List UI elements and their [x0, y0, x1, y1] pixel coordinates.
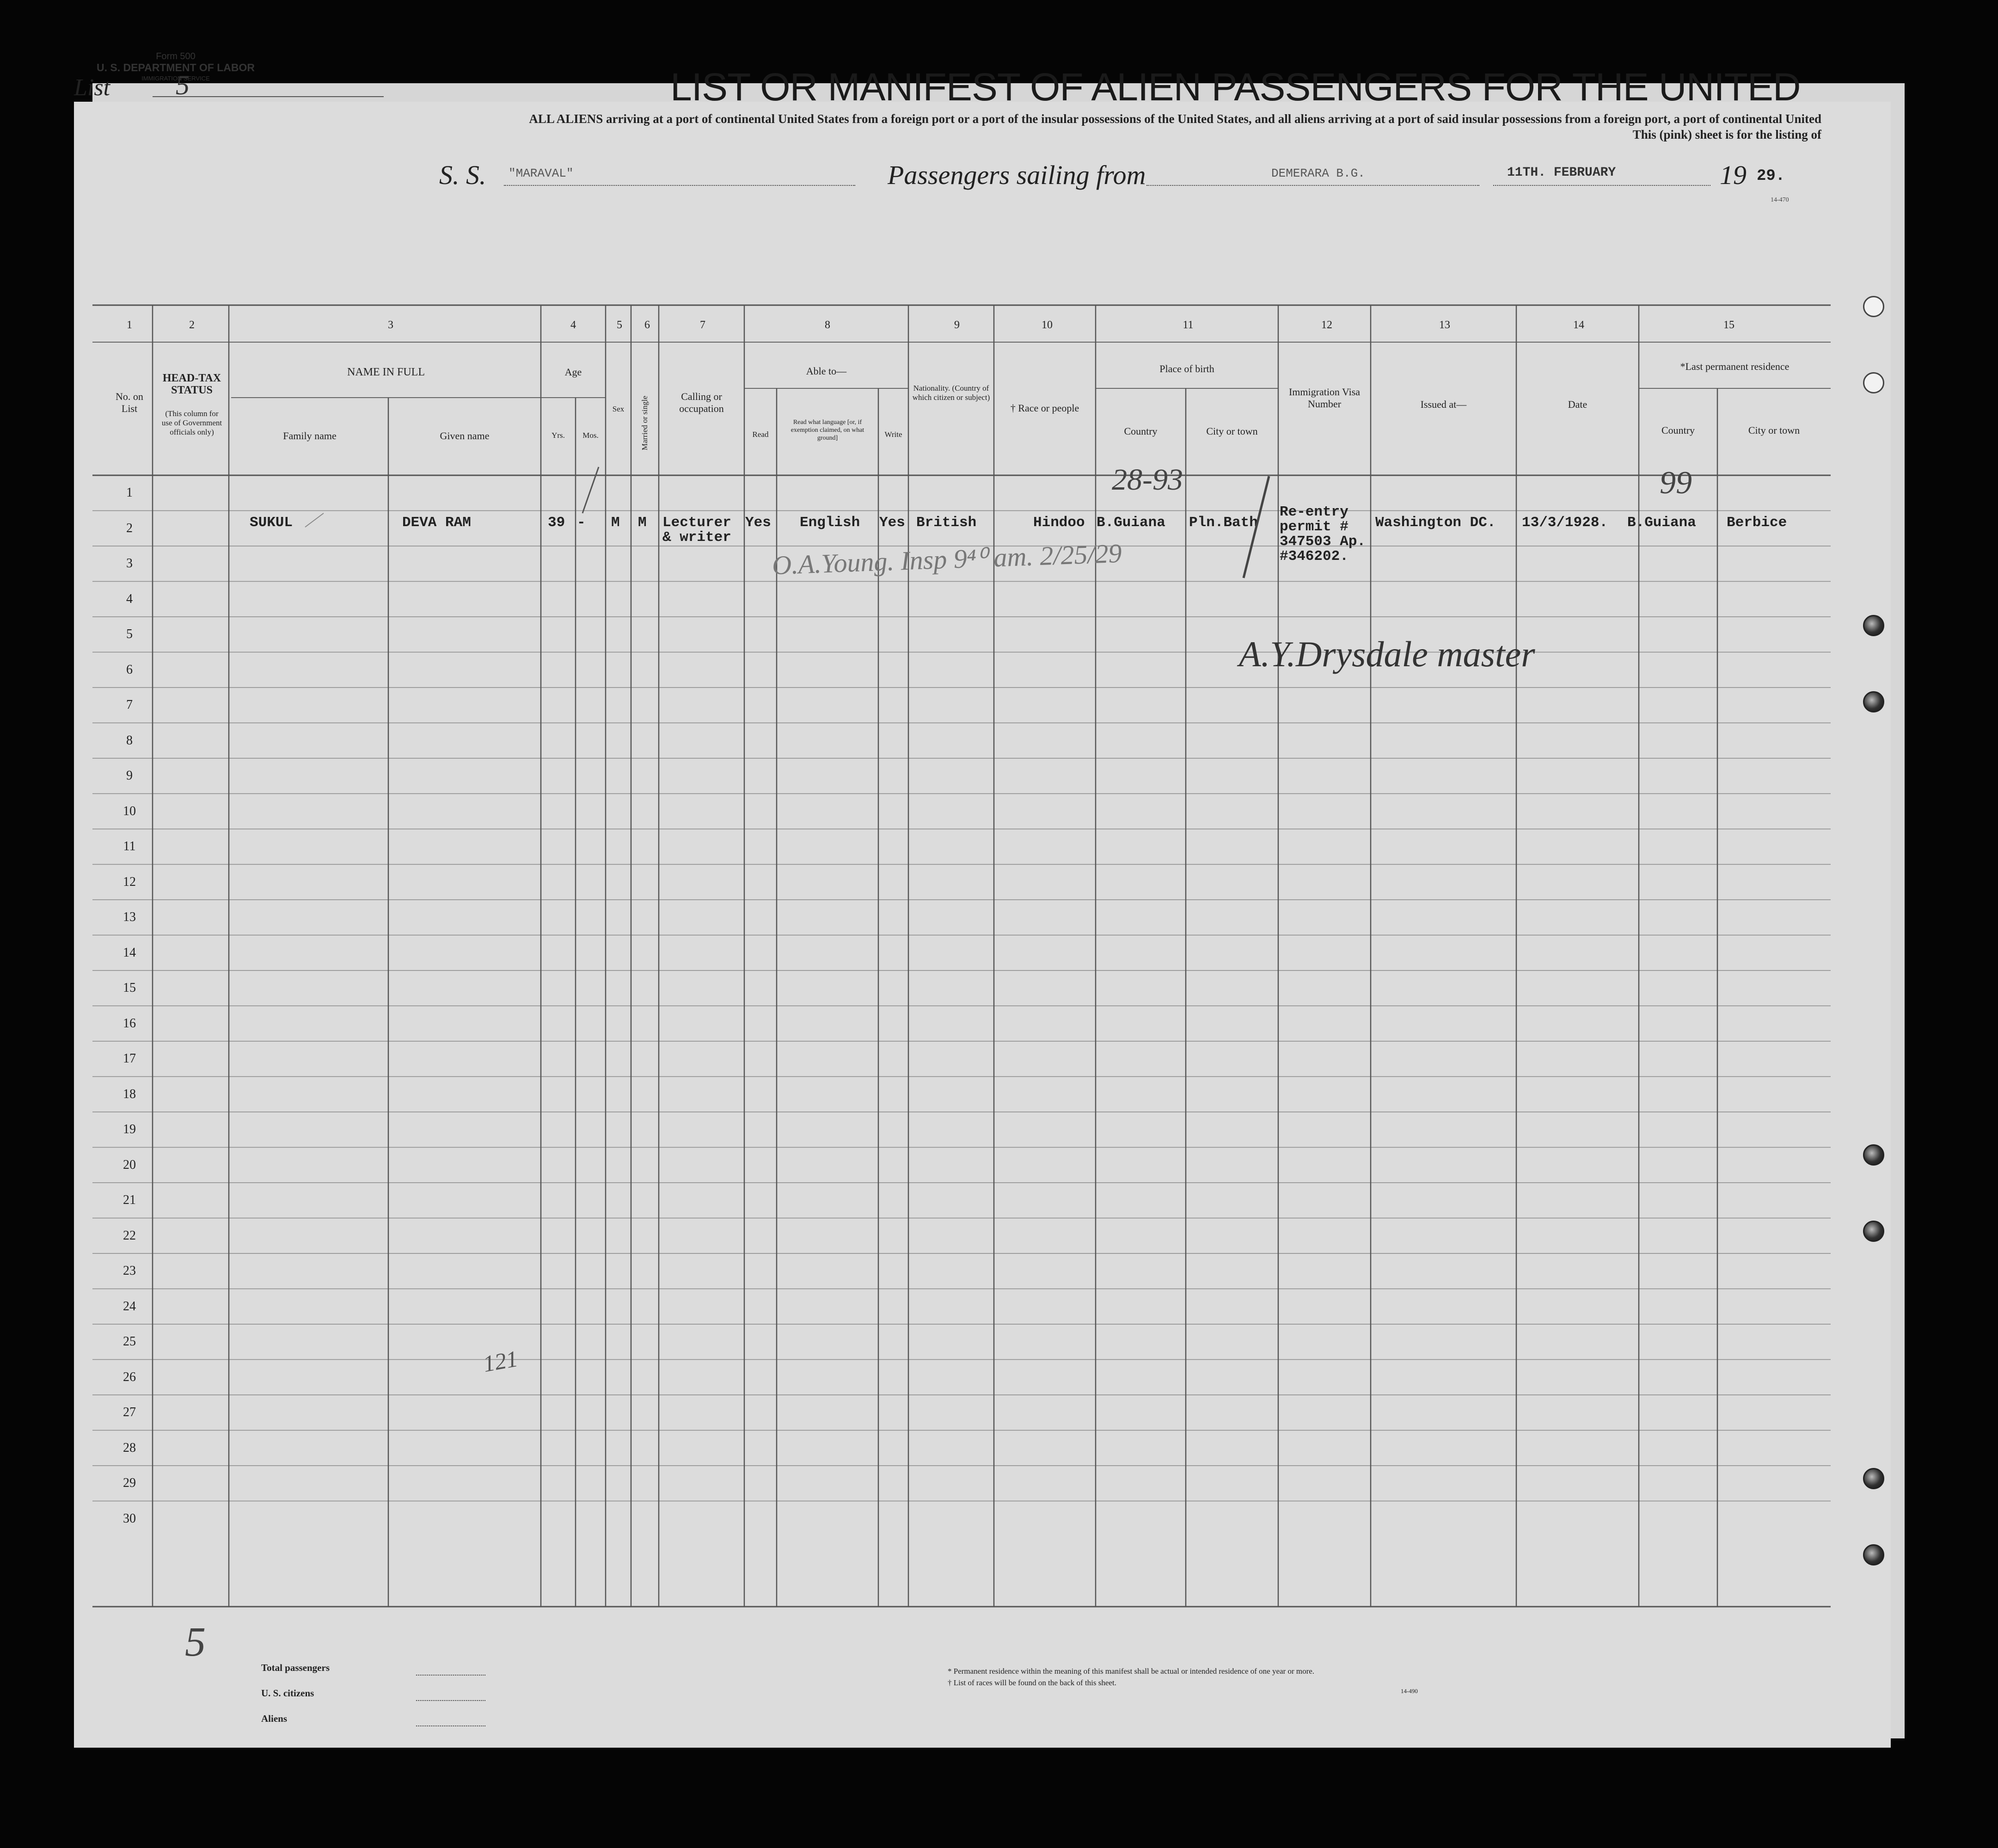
- header-date: Date: [1568, 399, 1587, 410]
- header-head-tax-note: (This column for use of Government officials only): [161, 409, 222, 436]
- list-label: List: [74, 74, 110, 101]
- passenger-date: 13/3/1928.: [1522, 515, 1608, 531]
- row-number: 13: [123, 910, 136, 924]
- passenger-res-city: Berbice: [1727, 515, 1787, 531]
- sailing-date: 11TH. FEBRUARY: [1507, 166, 1616, 180]
- age-check-mark: [582, 467, 599, 513]
- page-title: LIST OR MANIFEST OF ALIEN PASSENGERS FOR THE UNITED: [670, 65, 1801, 109]
- header-nationality: Nationality. (Country of which citizen or subject): [912, 384, 990, 402]
- header-calling: Calling or occupation: [679, 391, 724, 414]
- passenger-sex: M: [611, 515, 620, 531]
- row-number: 9: [126, 768, 133, 783]
- passenger-calling-line-1: Lecturer: [662, 515, 731, 531]
- passenger-married: M: [638, 515, 647, 531]
- col-number-11: 11: [1183, 319, 1194, 331]
- header-no-on-list: No. on List: [116, 391, 143, 414]
- header-res-country: Country: [1661, 424, 1695, 436]
- row-number: 1: [126, 485, 133, 500]
- binder-hole: [1863, 691, 1884, 712]
- row-number: 27: [123, 1405, 136, 1419]
- total-passengers-line: [416, 1675, 485, 1676]
- row-number: 3: [126, 556, 133, 571]
- form-number: Form 500: [156, 51, 196, 61]
- passenger-birth-city: Pln.Bath: [1189, 515, 1258, 531]
- aliens-line: [416, 1725, 485, 1726]
- passenger-language: English: [800, 515, 860, 531]
- year-suffix: 29.: [1757, 167, 1785, 185]
- header-res-city: City or town: [1748, 424, 1800, 436]
- inspector-stamp: O.A.Young. Insp 9⁴⁰ am. 2/25/29: [772, 538, 1122, 581]
- passenger-age-yrs: 39: [548, 515, 565, 531]
- footnote-races: † List of races will be found on the back of this sheet.: [948, 1678, 1116, 1687]
- col-number-3: 3: [388, 319, 393, 331]
- year-prefix: 19: [1720, 160, 1747, 190]
- row-number: 5: [126, 627, 133, 641]
- header-race: † Race or people: [1010, 402, 1079, 414]
- residence-mark: 99: [1660, 465, 1692, 501]
- row-number: 23: [123, 1264, 136, 1278]
- row-number: 19: [123, 1122, 136, 1136]
- header-visa-number: Immigration Visa Number: [1288, 386, 1361, 410]
- row-number: 12: [123, 874, 136, 889]
- col-number-6: 6: [644, 319, 650, 331]
- row-number: 15: [123, 981, 136, 995]
- page-mark: 121: [481, 1345, 520, 1377]
- row-number: 2: [126, 521, 133, 535]
- col-number-4: 4: [570, 319, 576, 331]
- row-number: 8: [126, 733, 133, 748]
- ss-label: S. S.: [439, 160, 486, 190]
- us-citizens-label: U. S. citizens: [261, 1688, 314, 1699]
- row-number: 20: [123, 1157, 136, 1172]
- col-number-8: 8: [825, 319, 830, 331]
- subtitle-line-1: ALL ALIENS arriving at a port of continental United States from a foreign port or a port of the insular possessions of the United States, and all aliens arriving at a port of said insular possessions from a foreign port, a port of continental United: [529, 112, 1821, 126]
- header-name-in-full: NAME IN FULL: [347, 366, 425, 378]
- row-number: 14: [123, 945, 136, 960]
- passenger-family-name: SUKUL: [250, 515, 293, 531]
- list-handwritten-mark: 5: [185, 1619, 206, 1665]
- row-number: 22: [123, 1228, 136, 1243]
- binder-hole: [1863, 372, 1884, 393]
- binder-hole: [1863, 1144, 1884, 1166]
- passenger-issued-at: Washington DC.: [1375, 515, 1496, 531]
- row-number: 10: [123, 804, 136, 818]
- row-number: 4: [126, 591, 133, 606]
- passenger-visa-line-4: #346202.: [1280, 548, 1348, 565]
- binder-hole: [1863, 615, 1884, 636]
- passenger-read: Yes: [745, 515, 771, 531]
- row-number: 6: [126, 662, 133, 677]
- header-place-of-birth: Place of birth: [1159, 363, 1214, 375]
- col-number-15: 15: [1723, 319, 1734, 331]
- row-number: 26: [123, 1369, 136, 1384]
- sailing-label: Passengers sailing from: [888, 160, 1146, 190]
- footer-code: 14-490: [1401, 1688, 1418, 1695]
- passenger-age-mos: -: [577, 515, 586, 531]
- passenger-visa-line-3: 347503 Ap.: [1280, 534, 1366, 550]
- header-read-language: Read what language [or, if exemption claimed, on what ground]: [791, 419, 864, 442]
- footnote-residence: * Permanent residence within the meaning of this manifest shall be actual or intended residence of one year or more.: [948, 1667, 1315, 1676]
- header-birth-country: Country: [1124, 425, 1158, 437]
- col-number-12: 12: [1321, 319, 1332, 331]
- subtitle-line-2: This (pink) sheet is for the listing of: [1632, 128, 1821, 141]
- header-last-residence: *Last permanent residence: [1680, 361, 1790, 372]
- col-number-5: 5: [617, 319, 622, 331]
- binder-hole: [1863, 296, 1884, 317]
- service-name: IMMIGRATION SERVICE: [141, 75, 210, 82]
- header-age-mos: Mos.: [582, 431, 599, 440]
- header-given-name: Given name: [440, 430, 490, 442]
- row-number: 28: [123, 1440, 136, 1455]
- header-head-tax: HEAD-TAX STATUS: [162, 372, 221, 396]
- row-number: 7: [126, 698, 133, 712]
- header-able-to: Able to—: [806, 365, 847, 377]
- col-number-10: 10: [1042, 319, 1053, 331]
- passenger-visa-line-2: permit #: [1280, 519, 1348, 535]
- header-age-yrs: Yrs.: [552, 431, 565, 440]
- col-number-2: 2: [189, 319, 195, 331]
- visa-check-mark: [1244, 476, 1269, 578]
- header-write: Write: [884, 430, 902, 439]
- department-name: U. S. DEPARTMENT OF LABOR: [96, 61, 255, 74]
- binder-hole: [1863, 1468, 1884, 1489]
- row-number: 16: [123, 1016, 136, 1031]
- us-citizens-line: [416, 1700, 485, 1701]
- passenger-calling-line-2: & writer: [662, 529, 731, 546]
- col-number-7: 7: [700, 319, 705, 331]
- passenger-birth-country: B.Guiana: [1097, 515, 1165, 531]
- header-age: Age: [564, 366, 582, 378]
- col-number-1: 1: [127, 319, 132, 331]
- binder-hole: [1863, 1544, 1884, 1566]
- row-number: 21: [123, 1193, 136, 1207]
- ship-name: "MARAVAL": [509, 166, 574, 180]
- row-number: 25: [123, 1334, 136, 1349]
- col-number-13: 13: [1439, 319, 1450, 331]
- row-number: 17: [123, 1051, 136, 1066]
- col-number-14: 14: [1573, 319, 1584, 331]
- passenger-race: Hindoo: [1033, 515, 1085, 531]
- row-number: 11: [123, 839, 136, 853]
- row-number: 24: [123, 1299, 136, 1314]
- header-married: Married or single: [640, 395, 649, 451]
- passenger-given-name: DEVA RAM: [402, 515, 471, 531]
- header-family-name: Family name: [283, 430, 337, 442]
- passenger-res-country: B.Guiana: [1627, 515, 1696, 531]
- passenger-write: Yes: [879, 515, 905, 531]
- row-number: 18: [123, 1087, 136, 1101]
- row-number: 30: [123, 1511, 136, 1526]
- form-code: 14-470: [1771, 196, 1789, 203]
- header-birth-city: City or town: [1206, 425, 1258, 437]
- header-read: Read: [752, 430, 769, 439]
- binder-hole: [1863, 1221, 1884, 1242]
- row-number: 29: [123, 1476, 136, 1490]
- aliens-label: Aliens: [261, 1713, 288, 1724]
- total-passengers-label: Total passengers: [261, 1662, 330, 1673]
- name-tick-mark: [305, 513, 324, 527]
- col-number-9: 9: [954, 319, 960, 331]
- sailing-from: DEMERARA B.G.: [1271, 166, 1365, 180]
- passenger-visa-line-1: Re-entry: [1280, 504, 1348, 520]
- birth-place-mark: 28-93: [1112, 463, 1183, 497]
- master-signature: A.Y.Drysdale master: [1239, 634, 1535, 674]
- header-issued-at: Issued at—: [1420, 399, 1467, 410]
- header-sex: Sex: [612, 405, 625, 413]
- passenger-nationality: British: [916, 515, 977, 531]
- list-number: 5: [176, 70, 190, 100]
